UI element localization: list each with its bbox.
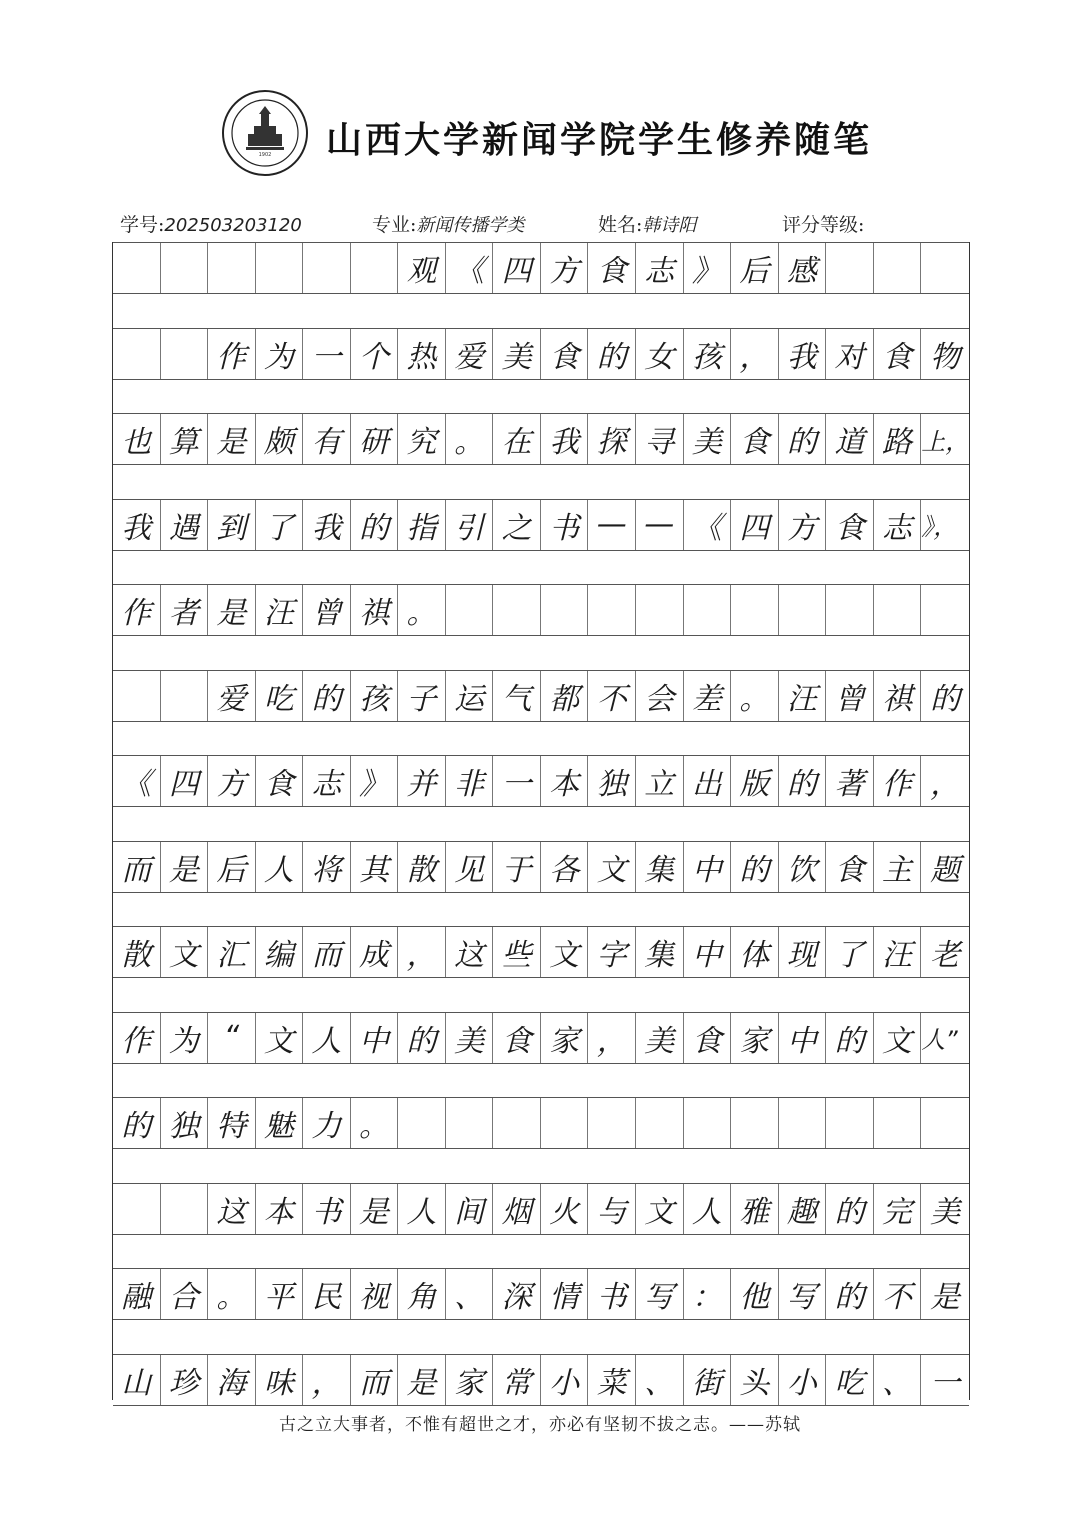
- grid-cell: 到: [208, 500, 256, 550]
- grid-cell: 美: [446, 1013, 494, 1063]
- name-label: 姓名:: [598, 214, 643, 236]
- grid-cell: 文: [256, 1013, 304, 1063]
- grid-cell: 方: [779, 500, 827, 550]
- grid-cell: 非: [446, 756, 494, 806]
- grid-cell: 的: [731, 842, 779, 892]
- grid-cell: [731, 1098, 779, 1148]
- grid-cell: [541, 1098, 589, 1148]
- grid-cell: 。: [351, 1098, 399, 1148]
- grid-cell: 志: [874, 500, 922, 550]
- grid-row: [113, 1183, 969, 1235]
- grid-cell: 祺: [351, 585, 399, 635]
- grid-cell: 写: [636, 1269, 684, 1319]
- grid-cell: [826, 1098, 874, 1148]
- grid-cell: 力: [303, 1098, 351, 1148]
- grid-cell: 四: [731, 500, 779, 550]
- grid-cell: 家: [731, 1013, 779, 1063]
- grid-cell: 为: [161, 1013, 209, 1063]
- grid-cell: 而: [303, 927, 351, 977]
- grid-cell: [113, 243, 161, 293]
- grid-cell: 人: [684, 1184, 732, 1234]
- grid-cell: ，: [588, 1013, 636, 1063]
- grid-cell: [874, 585, 922, 635]
- grid-cell: 于: [493, 842, 541, 892]
- grid-cell: 遇: [161, 500, 209, 550]
- grid-cell: 食: [826, 500, 874, 550]
- grid-cell: 》，: [921, 513, 958, 541]
- grid-cell: 者: [161, 585, 209, 635]
- grid-cell: [303, 243, 351, 293]
- grid-cell: 是: [208, 585, 256, 635]
- grid-cell: 的: [351, 500, 399, 550]
- grid-cell: 爱: [446, 329, 494, 379]
- grid-cell: 我: [303, 500, 351, 550]
- grid-cell: 现: [779, 927, 827, 977]
- writing-grid: [112, 242, 970, 1400]
- grid-cell: 珍: [161, 1355, 209, 1405]
- grid-cell: 人”: [921, 1026, 958, 1054]
- grid-cell: 文: [636, 1184, 684, 1234]
- grid-cell: 文: [874, 1013, 922, 1063]
- grid-cell: 文: [161, 927, 209, 977]
- grid-cell: 一: [493, 756, 541, 806]
- grid-cell: 而: [351, 1355, 399, 1405]
- university-seal-icon: [222, 90, 308, 176]
- grid-cell: 》: [351, 756, 399, 806]
- grid-cell: 、: [874, 1355, 922, 1405]
- grid-cell: 女: [636, 329, 684, 379]
- grid-cell: [161, 671, 209, 721]
- grid-cell: 是: [351, 1184, 399, 1234]
- grid-cell: 我: [541, 414, 589, 464]
- grid-cell: 出: [684, 756, 732, 806]
- grid-cell: [493, 585, 541, 635]
- grid-cell: 志: [636, 243, 684, 293]
- grid-cell: 的: [930, 681, 961, 717]
- grid-cell: —: [588, 500, 636, 550]
- grid-row: [113, 755, 969, 807]
- grid-cell: [684, 585, 732, 635]
- grid-row: [113, 328, 969, 380]
- grid-cell: 是: [161, 842, 209, 892]
- grid-cell: 方: [541, 243, 589, 293]
- grid-cell: 间: [446, 1184, 494, 1234]
- grid-cell: ，: [398, 927, 446, 977]
- grid-cell: 作: [113, 585, 161, 635]
- grid-cell: 曾: [826, 671, 874, 721]
- grid-cell: 。: [731, 671, 779, 721]
- grid-cell: 中: [351, 1013, 399, 1063]
- grid-row: [113, 1012, 969, 1064]
- grid-cell: 指: [398, 500, 446, 550]
- grid-cell: [684, 1098, 732, 1148]
- grid-cell: 些: [493, 927, 541, 977]
- grid-cell: 运: [446, 671, 494, 721]
- grid-cell: 也: [113, 414, 161, 464]
- grid-cell: [588, 585, 636, 635]
- grid-cell: 食: [256, 756, 304, 806]
- grid-cell: 对: [826, 329, 874, 379]
- grid-cell: 食: [588, 243, 636, 293]
- grid-cell: 书: [303, 1184, 351, 1234]
- grid-cell: [779, 1098, 827, 1148]
- grid-cell: [161, 243, 209, 293]
- grid-cell: [446, 585, 494, 635]
- grid-cell: 之: [493, 500, 541, 550]
- grid-cell: [351, 243, 399, 293]
- grid-cell: 这: [208, 1184, 256, 1234]
- grid-cell: 颇: [256, 414, 304, 464]
- grid-cell: [921, 1098, 969, 1148]
- grid-cell: 《: [684, 500, 732, 550]
- grade-field: [782, 210, 864, 237]
- grid-cell: 的: [779, 756, 827, 806]
- grid-cell: 食: [731, 414, 779, 464]
- grid-cell: 爱: [208, 671, 256, 721]
- major-value: 新闻传播学类: [416, 215, 525, 236]
- grid-cell: 烟: [493, 1184, 541, 1234]
- grid-cell: 中: [779, 1013, 827, 1063]
- footer-quote: 古之立大事者，不惟有超世之才，亦必有坚韧不拔之志。——苏轼: [279, 1415, 801, 1435]
- grid-cell: 独: [161, 1098, 209, 1148]
- grid-cell: [731, 585, 779, 635]
- grid-cell: 味: [256, 1355, 304, 1405]
- grid-cell: 家: [541, 1013, 589, 1063]
- grid-cell: 我: [113, 500, 161, 550]
- grid-cell: 差: [684, 671, 732, 721]
- grid-cell: 了: [826, 927, 874, 977]
- grid-cell: 美: [684, 414, 732, 464]
- grid-cell: [921, 585, 969, 635]
- grid-cell: ，: [731, 329, 779, 379]
- grid-cell: 而: [113, 842, 161, 892]
- grid-cell: “: [208, 1013, 256, 1063]
- grid-cell: 后: [731, 243, 779, 293]
- grid-cell: 。: [398, 585, 446, 635]
- grid-cell: 见: [446, 842, 494, 892]
- grid-cell: 是: [208, 414, 256, 464]
- grid-cell: 有: [303, 414, 351, 464]
- grid-cell: 常: [493, 1355, 541, 1405]
- grid-cell: 写: [779, 1269, 827, 1319]
- grid-cell: 他: [731, 1269, 779, 1319]
- grid-cell: 文: [588, 842, 636, 892]
- grid-cell: 路: [874, 414, 922, 464]
- grid-cell: 汇: [208, 927, 256, 977]
- grid-cell: ，: [930, 767, 961, 802]
- grid-cell: 家: [446, 1355, 494, 1405]
- grid-cell: 为: [256, 329, 304, 379]
- grid-cell: 书: [541, 500, 589, 550]
- grid-cell: [636, 585, 684, 635]
- grid-cell: 平: [256, 1269, 304, 1319]
- grid-cell: 一: [930, 1365, 961, 1401]
- grid-cell: 不: [874, 1269, 922, 1319]
- grid-cell: 并: [398, 756, 446, 806]
- major-field: [372, 210, 524, 237]
- grid-cell: 的: [588, 329, 636, 379]
- grid-cell: [636, 1098, 684, 1148]
- grid-cell: 吃: [826, 1355, 874, 1405]
- grid-cell: [161, 1184, 209, 1234]
- grid-cell: 是: [930, 1280, 961, 1315]
- grid-cell: 老: [930, 938, 961, 973]
- grid-cell: 主: [874, 842, 922, 892]
- grid-cell: [161, 329, 209, 379]
- grid-cell: 特: [208, 1098, 256, 1148]
- grid-cell: [779, 585, 827, 635]
- grid-cell: 编: [256, 927, 304, 977]
- grid-cell: 视: [351, 1269, 399, 1319]
- grid-cell: 著: [826, 756, 874, 806]
- grid-cell: 书: [588, 1269, 636, 1319]
- grid-cell: 在: [493, 414, 541, 464]
- grid-cell: [826, 585, 874, 635]
- grid-cell: 合: [161, 1269, 209, 1319]
- grid-cell: 方: [208, 756, 256, 806]
- grid-cell: 孩: [684, 329, 732, 379]
- grid-cell: 美: [930, 1194, 961, 1230]
- grid-cell: [113, 329, 161, 379]
- grid-cell: 这: [446, 927, 494, 977]
- svg-text:1902: 1902: [258, 152, 272, 158]
- grid-row: [113, 1268, 969, 1320]
- grid-cell: 》: [684, 243, 732, 293]
- grid-cell: 食: [541, 329, 589, 379]
- grid-cell: 菜: [588, 1355, 636, 1405]
- grid-cell: 曾: [303, 585, 351, 635]
- name-value: 韩诗阳: [642, 215, 697, 236]
- grid-cell: 人: [303, 1013, 351, 1063]
- grid-cell: 四: [493, 243, 541, 293]
- page-title: 山西大学新闻学院学生修养随笔: [326, 119, 873, 161]
- grid-cell: [493, 1098, 541, 1148]
- grid-cell: [113, 1184, 161, 1234]
- grid-row: [113, 926, 969, 978]
- student-id-field: [120, 210, 302, 237]
- grid-cell: 立: [636, 756, 684, 806]
- grid-cell: 会: [636, 671, 684, 721]
- grid-cell: 祺: [874, 671, 922, 721]
- grid-row: [113, 242, 969, 294]
- grid-cell: 独: [588, 756, 636, 806]
- grid-cell: 小: [779, 1355, 827, 1405]
- grid-cell: 、: [446, 1269, 494, 1319]
- grid-cell: 题: [930, 852, 961, 888]
- grid-cell: 子: [398, 671, 446, 721]
- grid-cell: 吃: [256, 671, 304, 721]
- grid-cell: 汪: [779, 671, 827, 721]
- grid-cell: 火: [541, 1184, 589, 1234]
- grid-cell: [874, 243, 922, 293]
- grid-cell: 热: [398, 329, 446, 379]
- grid-cell: 、: [636, 1355, 684, 1405]
- grid-cell: 将: [303, 842, 351, 892]
- grid-cell: 文: [541, 927, 589, 977]
- grid-cell: ，: [303, 1355, 351, 1405]
- grid-cell: 海: [208, 1355, 256, 1405]
- grid-cell: [826, 243, 874, 293]
- grid-row: [113, 584, 969, 636]
- grid-cell: —: [636, 500, 684, 550]
- grid-cell: 我: [779, 329, 827, 379]
- grid-row: [113, 841, 969, 893]
- grid-cell: 集: [636, 842, 684, 892]
- grid-cell: 体: [731, 927, 779, 977]
- grid-cell: 寻: [636, 414, 684, 464]
- student-id-label: 学号:: [120, 214, 165, 236]
- grid-cell: 汪: [256, 585, 304, 635]
- grid-cell: 各: [541, 842, 589, 892]
- grid-cell: 上，: [921, 427, 970, 456]
- grid-row: [113, 670, 969, 722]
- grid-cell: 作: [113, 1013, 161, 1063]
- grid-cell: 的: [303, 671, 351, 721]
- grid-cell: ：: [684, 1269, 732, 1319]
- grid-cell: 美: [493, 329, 541, 379]
- grid-cell: 引: [446, 500, 494, 550]
- grid-row: [113, 413, 969, 465]
- grid-cell: 角: [398, 1269, 446, 1319]
- grid-cell: 食: [684, 1013, 732, 1063]
- grid-cell: 中: [684, 927, 732, 977]
- grid-cell: 个: [351, 329, 399, 379]
- grid-cell: 人: [256, 842, 304, 892]
- grid-cell: 版: [731, 756, 779, 806]
- grid-cell: [588, 1098, 636, 1148]
- grid-cell: [208, 243, 256, 293]
- grid-cell: 的: [779, 414, 827, 464]
- grid-cell: 的: [826, 1269, 874, 1319]
- grid-cell: 饮: [779, 842, 827, 892]
- grid-cell: 头: [731, 1355, 779, 1405]
- grade-label: 评分等级:: [782, 214, 865, 236]
- name-field: [598, 210, 696, 237]
- grid-cell: 感: [779, 243, 827, 293]
- grid-cell: 融: [113, 1269, 161, 1319]
- grid-cell: 气: [493, 671, 541, 721]
- grid-cell: 中: [684, 842, 732, 892]
- grid-cell: 人: [398, 1184, 446, 1234]
- grid-cell: [113, 671, 161, 721]
- grid-cell: [398, 1098, 446, 1148]
- grid-cell: 。: [446, 414, 494, 464]
- grid-cell: 算: [161, 414, 209, 464]
- grid-cell: [541, 585, 589, 635]
- grid-cell: 孩: [351, 671, 399, 721]
- grid-cell: 研: [351, 414, 399, 464]
- grid-cell: 成: [351, 927, 399, 977]
- grid-cell: 本: [541, 756, 589, 806]
- grid-cell: 食: [826, 842, 874, 892]
- grid-cell: 探: [588, 414, 636, 464]
- grid-cell: 其: [351, 842, 399, 892]
- grid-cell: 了: [256, 500, 304, 550]
- grid-cell: 都: [541, 671, 589, 721]
- grid-cell: [921, 243, 969, 293]
- grid-cell: 不: [588, 671, 636, 721]
- grid-cell: 的: [826, 1184, 874, 1234]
- grid-cell: [446, 1098, 494, 1148]
- grid-cell: 汪: [874, 927, 922, 977]
- grid-cell: 本: [256, 1184, 304, 1234]
- grid-cell: 魅: [256, 1098, 304, 1148]
- grid-cell: 作: [208, 329, 256, 379]
- grid-cell: 散: [113, 927, 161, 977]
- grid-cell: 志: [303, 756, 351, 806]
- grid-cell: 完: [874, 1184, 922, 1234]
- grid-cell: 雅: [731, 1184, 779, 1234]
- grid-cell: 一: [303, 329, 351, 379]
- grid-cell: 字: [588, 927, 636, 977]
- major-label: 专业:: [372, 214, 417, 236]
- grid-cell: 美: [636, 1013, 684, 1063]
- grid-cell: 作: [874, 756, 922, 806]
- grid-cell: 山: [113, 1355, 161, 1405]
- grid-cell: 集: [636, 927, 684, 977]
- grid-cell: 深: [493, 1269, 541, 1319]
- grid-row: [113, 499, 969, 551]
- grid-cell: 究: [398, 414, 446, 464]
- grid-cell: 道: [826, 414, 874, 464]
- grid-cell: 《: [113, 756, 161, 806]
- grid-cell: 情: [541, 1269, 589, 1319]
- grid-cell: 物: [930, 339, 961, 375]
- grid-cell: 。: [208, 1269, 256, 1319]
- grid-cell: 食: [874, 329, 922, 379]
- grid-cell: 食: [493, 1013, 541, 1063]
- grid-cell: 与: [588, 1184, 636, 1234]
- grid-row: [113, 1097, 969, 1149]
- grid-cell: [874, 1098, 922, 1148]
- grid-cell: 街: [684, 1355, 732, 1405]
- grid-cell: 四: [161, 756, 209, 806]
- grid-cell: 民: [303, 1269, 351, 1319]
- student-id-value: 202503203120: [164, 215, 302, 236]
- grid-cell: [256, 243, 304, 293]
- grid-cell: 是: [398, 1355, 446, 1405]
- grid-cell: 趣: [779, 1184, 827, 1234]
- grid-cell: 《: [446, 243, 494, 293]
- grid-cell: 的: [113, 1098, 161, 1148]
- grid-cell: 的: [826, 1013, 874, 1063]
- grid-cell: 散: [398, 842, 446, 892]
- grid-cell: 后: [208, 842, 256, 892]
- grid-cell: 的: [398, 1013, 446, 1063]
- grid-cell: 观: [398, 243, 446, 293]
- grid-row: [113, 1354, 969, 1406]
- grid-cell: 小: [541, 1355, 589, 1405]
